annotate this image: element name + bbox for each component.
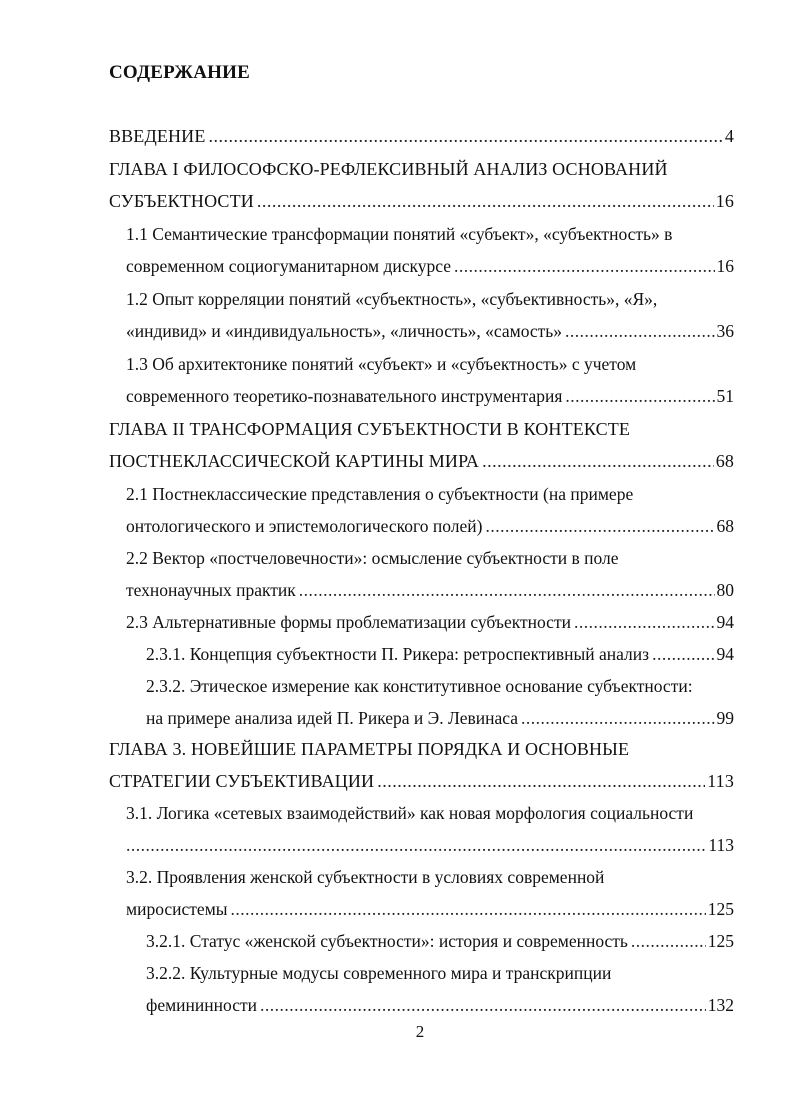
toc-entry-1-1-cont[interactable] (126, 254, 734, 278)
toc-entry-text: на примере анализа идей П. Рикера и Э. Левинаса (146, 708, 518, 728)
toc-entry-3-2-2[interactable] (146, 961, 734, 985)
toc-entry-chapter-2[interactable] (109, 417, 734, 441)
toc-page-number: 125 (707, 899, 734, 919)
toc-entry-text: СТРАТЕГИИ СУБЪЕКТИВАЦИИ (109, 771, 375, 791)
toc-page-number: 99 (716, 708, 734, 728)
toc-page-number: 68 (716, 516, 734, 536)
toc-entry-text: 2.3.2. Этическое измерение как конститутивное основание субъектности: (146, 676, 693, 696)
toc-entry-chapter-1[interactable] (109, 157, 734, 181)
page-title: СОДЕРЖАНИЕ (109, 62, 250, 83)
toc-page-number: 80 (716, 580, 734, 600)
leader-dots (231, 897, 706, 921)
toc-entry-chapter-3-cont[interactable] (109, 769, 734, 793)
toc-page-number: 68 (715, 451, 734, 471)
toc-entry-2-3-2[interactable] (146, 674, 734, 698)
toc-entry-3-2-1[interactable] (146, 929, 734, 953)
toc-entry-chapter-1-cont[interactable] (109, 189, 734, 213)
toc-entry-text: «индивид» и «индивидуальность», «личность», «самость» (126, 321, 563, 341)
toc-entry-text: ПОСТНЕКЛАССИЧЕСКОЙ КАРТИНЫ МИРА (109, 451, 480, 471)
leader-dots (631, 929, 706, 953)
toc-entry-text: ГЛАВА 3. НОВЕЙШИЕ ПАРАМЕТРЫ ПОРЯДКА И ОСНОВНЫЕ (109, 739, 630, 759)
toc-entry-chapter-2-cont[interactable] (109, 449, 734, 473)
toc-entry-text: миросистемы (126, 899, 228, 919)
toc-entry-text: современного теоретико-познавательного инструментария (126, 386, 563, 406)
toc-entry-text: 2.3.1. Концепция субъектности П. Рикера: ретроспективный анализ (146, 644, 650, 664)
toc-entry-3-1-cont[interactable] (126, 833, 734, 857)
toc-page-number: 4 (724, 126, 734, 146)
toc-entry-1-3-cont[interactable] (126, 384, 734, 408)
toc-entry-text: СУБЪЕКТНОСТИ (109, 191, 254, 211)
leader-dots (565, 319, 714, 343)
toc-entry-introduction[interactable] (109, 124, 734, 148)
page-number: 2 (415, 1022, 425, 1041)
toc-entry-2-2-cont[interactable] (126, 578, 734, 602)
toc-page-number: 94 (716, 612, 734, 632)
toc-entry-text: современном социогуманитарном дискурсе (126, 256, 452, 276)
toc-entry-2-3[interactable] (126, 610, 734, 634)
toc-entry-3-2[interactable] (126, 865, 734, 889)
toc-entry-text: онтологического и эпистемологического полей) (126, 516, 483, 536)
toc-page-number: 16 (715, 191, 734, 211)
toc-page-number: 51 (716, 386, 734, 406)
toc-entry-text: 1.3 Об архитектонике понятий «субъект» и «субъектность» с учетом (126, 354, 637, 374)
toc-entry-text: 2.3 Альтернативные формы проблематизации субъектности (126, 612, 571, 632)
toc-entry-3-1[interactable] (126, 801, 734, 825)
toc-entry-text: технонаучных практик (126, 580, 296, 600)
toc-entry-text: фемининности (146, 995, 257, 1015)
toc-entry-text: 2.2 Вектор «постчеловечности»: осмысление субъектности в поле (126, 548, 619, 568)
toc-entry-text: 3.1. Логика «сетевых взаимодействий» как новая морфология социальности (126, 803, 694, 823)
toc-page-number: 113 (708, 835, 734, 855)
toc-entry-text: 3.2.1. Статус «женской субъектности»: история и современность (146, 931, 628, 951)
toc-entry-text: ГЛАВА I ФИЛОСОФСКО-РЕФЛЕКСИВНЫЙ АНАЛИЗ ОСНОВАНИЙ (109, 159, 668, 179)
toc-entry-text: ГЛАВА II ТРАНСФОРМАЦИЯ СУБЪЕКТНОСТИ В КОНТЕКСТЕ (109, 419, 631, 439)
leader-dots (482, 449, 714, 473)
toc-entry-1-2[interactable] (126, 287, 734, 311)
toc-entry-2-1-cont[interactable] (126, 514, 734, 538)
toc-entry-text: 1.2 Опыт корреляции понятий «субъектность», «субъективность», «Я», (126, 289, 658, 309)
leader-dots (454, 254, 714, 278)
toc-entry-text: ВВЕДЕНИЕ (109, 126, 206, 146)
leader-dots (299, 578, 715, 602)
leader-dots (485, 514, 714, 538)
leader-dots (208, 124, 722, 148)
toc-entry-3-2-2-cont[interactable] (146, 993, 734, 1017)
toc-page-number: 94 (716, 644, 734, 664)
toc-entry-3-2-cont[interactable] (126, 897, 734, 921)
toc-entry-2-3-1[interactable] (146, 642, 734, 666)
toc-entry-chapter-3[interactable] (109, 737, 734, 761)
toc-entry-1-2-cont[interactable] (126, 319, 734, 343)
toc-entry-text: 3.2. Проявления женской субъектности в условиях современной (126, 867, 605, 887)
leader-dots (126, 833, 706, 857)
leader-dots (521, 706, 715, 730)
toc-page-number: 36 (716, 321, 734, 341)
toc-page-number: 16 (716, 256, 734, 276)
toc-entry-2-1[interactable] (126, 482, 734, 506)
toc-page-number: 125 (707, 931, 734, 951)
toc-page-number: 113 (707, 771, 734, 791)
leader-dots (257, 189, 714, 213)
leader-dots (574, 610, 715, 634)
toc-entry-text: 2.1 Постнеклассические представления о субъектности (на примере (126, 484, 634, 504)
leader-dots (377, 769, 705, 793)
leader-dots (260, 993, 706, 1017)
toc-entry-text: 1.1 Семантические трансформации понятий «субъект», «субъектность» в (126, 224, 673, 244)
toc-entry-1-1[interactable] (126, 222, 734, 246)
leader-dots (565, 384, 714, 408)
toc-entry-text: 3.2.2. Культурные модусы современного мира и транскрипции (146, 963, 612, 983)
leader-dots (652, 642, 714, 666)
toc-entry-2-3-2-cont[interactable] (146, 706, 734, 730)
toc-entry-1-3[interactable] (126, 352, 734, 376)
toc-page-number: 132 (707, 995, 734, 1015)
toc-entry-2-2[interactable] (126, 546, 734, 570)
